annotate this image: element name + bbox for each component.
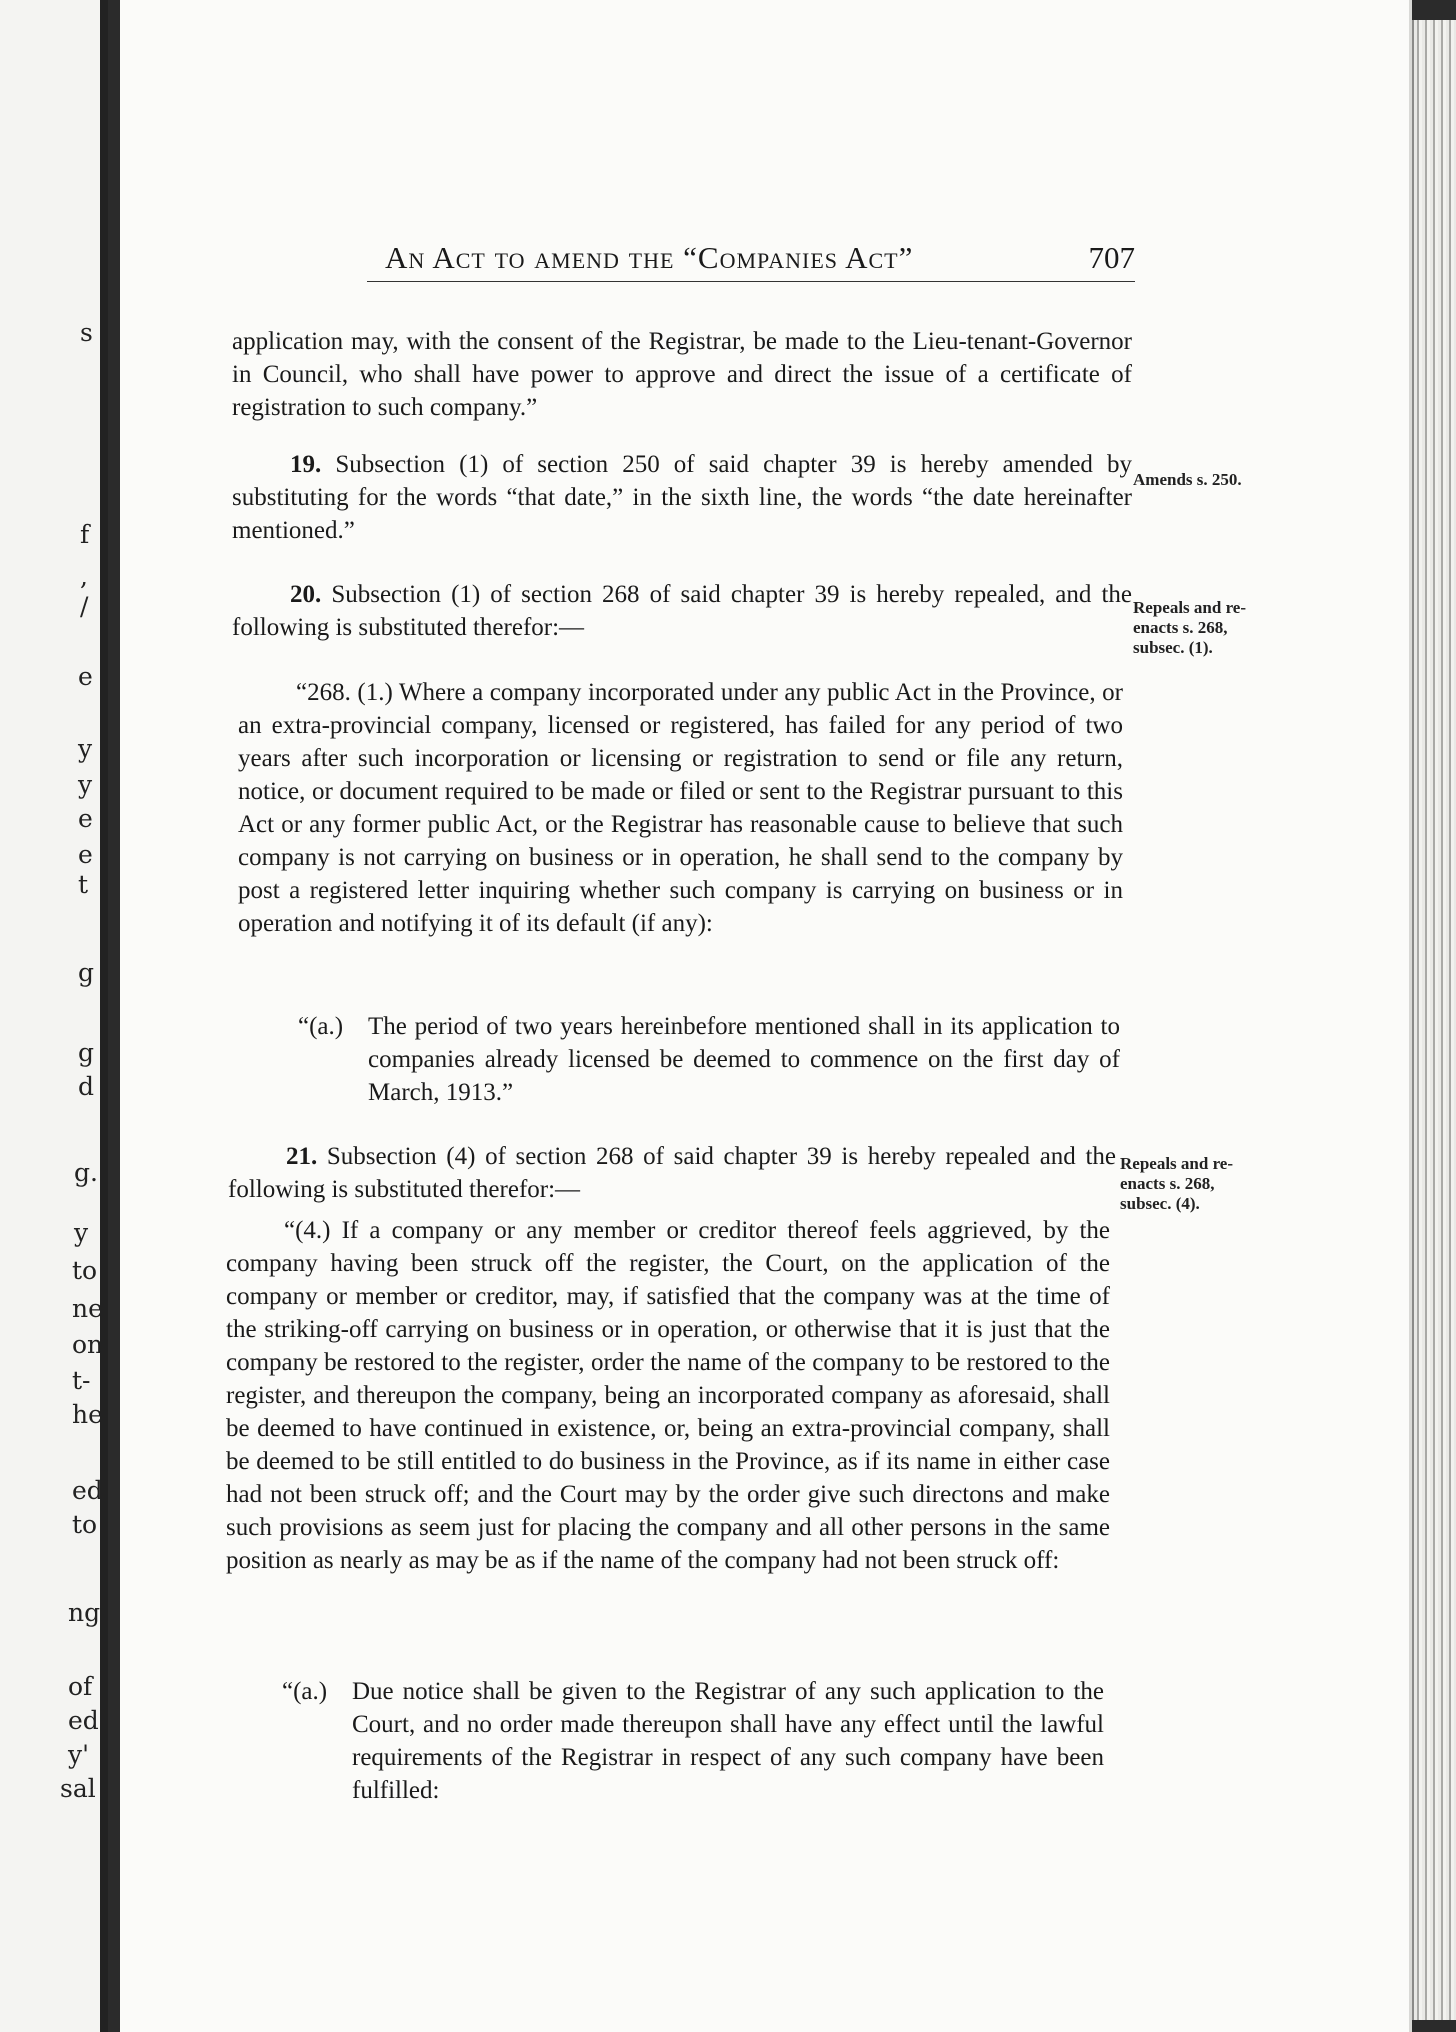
prev-fragment: ng [68,1598,101,1627]
section-19 [232,448,1132,547]
section-268-4 [226,1214,1110,1577]
section-number: 20. [290,581,322,608]
section-text: Subsection (4) of section 268 of said chapter 39 is hereby repealed and the following is substituted therefor:— [228,1143,1116,1203]
prev-fragment: , [80,562,88,591]
prev-fragment: y [74,1218,89,1247]
section-21 [228,1140,1116,1206]
running-title: An Act to amend the “Companies Act” [385,240,914,275]
margin-note-20: Repeals and re-enacts s. 268, subsec. (1). [1133,598,1247,657]
prev-fragment: s [80,318,93,347]
clause-text: The period of two years hereinbefore mentioned shall in its application to companies already licensed be deemed to commence on the first day of March, 1913.” [368,1013,1120,1106]
prev-fragment: on [72,1330,104,1359]
prev-fragment: of [68,1672,93,1701]
section-number: 19. [290,451,322,478]
clause-268-1-a [298,1010,1120,1109]
continuation-paragraph [232,325,1132,424]
clause-268-4-a [282,1675,1104,1807]
prev-fragment: to [72,1256,98,1285]
clause-label: “(a.) [298,1013,344,1040]
prev-fragment: ed [72,1476,103,1505]
prev-fragment: e [78,840,93,869]
prev-fragment: t- [72,1366,91,1395]
prev-fragment: g. [74,1158,98,1187]
header-rule [367,281,1135,282]
prev-fragment: g [78,958,95,987]
prev-fragment: ne [72,1294,103,1323]
prev-fragment: g [78,1038,95,1067]
page-number: 707 [1088,240,1135,275]
prev-fragment: / [80,592,89,621]
section-268-4-text: “(4.) If a company or any member or creditor thereof feels aggrieved, by the company having been struck off the register, the Court, on the application of the company or member or creditor, may, if satisfied that the company was at the time of the striking-off carrying on business or in operation, or otherwise that it is just that the company be restored to the register, order the name of the company to be restored to the register, and thereupon the company, being an incorporated company as aforesaid, shall be deemed to have continued in existence, or, being an extra-provincial company, shall be deemed to be still entitled to do business in the Province, as if its name in either case had not been struck off; and the Court may by the order give such directons and make such provisions as seem just for placing the company and all other persons in the same position as nearly as may be as if the name of the company had not been struck off: [226,1217,1110,1574]
section-268-1-text: “268. (1.) Where a company incorporated under any public Act in the Province, or an extra-provincial company, licensed or registered, has failed for any period of two years after such incorporation or licensing or registration to send or file any return, notice, or document required to be made or filed or sent to the Registrar pursuant to this Act or any former public Act, or the Registrar has reasonable cause to believe that such company is not carrying on business or in operation, he shall send to the company by post a registered letter inquiring whether such company is carrying on business or in operation and notifying it of its default (if any): [238,679,1123,937]
continuation-text: application may, with the consent of the Registrar, be made to the Lieu-tenant-Governor in Council, who shall have power to approve and direct the issue of a certificate of registration to such company.” [232,328,1132,421]
prev-fragment: sal [60,1774,96,1803]
previous-page-strip [0,0,108,2032]
section-20 [232,578,1132,644]
margin-note-21: Repeals and re-enacts s. 268, subsec. (4). [1120,1154,1234,1213]
section-number: 21. [286,1143,318,1170]
clause-label: “(a.) [282,1678,328,1705]
prev-fragment: f [80,520,90,549]
running-header [385,240,1135,284]
prev-fragment: e [78,804,93,833]
page-edges [1412,20,1456,2020]
section-268-1 [238,676,1123,940]
prev-fragment: e [78,662,93,691]
section-text: Subsection (1) of section 268 of said chapter 39 is hereby repealed, and the following is substituted therefor:— [232,581,1132,641]
margin-note-19: Amends s. 250. [1133,470,1242,489]
prev-fragment: d [78,1072,95,1101]
prev-fragment: y [78,734,93,763]
prev-fragment: t [78,870,89,899]
clause-text: Due notice shall be given to the Registrar of any such application to the Court, and no order made thereupon shall have any effect until the lawful requirements of the Registrar in respect of any such company have been fulfilled: [352,1678,1104,1804]
prev-fragment: he [72,1400,103,1429]
section-text: Subsection (1) of section 250 of said chapter 39 is hereby amended by substituting for the words “that date,” in the sixth line, the words “the date hereinafter mentioned.” [232,451,1132,544]
prev-fragment: to [72,1510,98,1539]
prev-fragment: y' [68,1740,89,1769]
prev-fragment: ed [68,1706,99,1735]
prev-fragment: y [78,770,93,799]
